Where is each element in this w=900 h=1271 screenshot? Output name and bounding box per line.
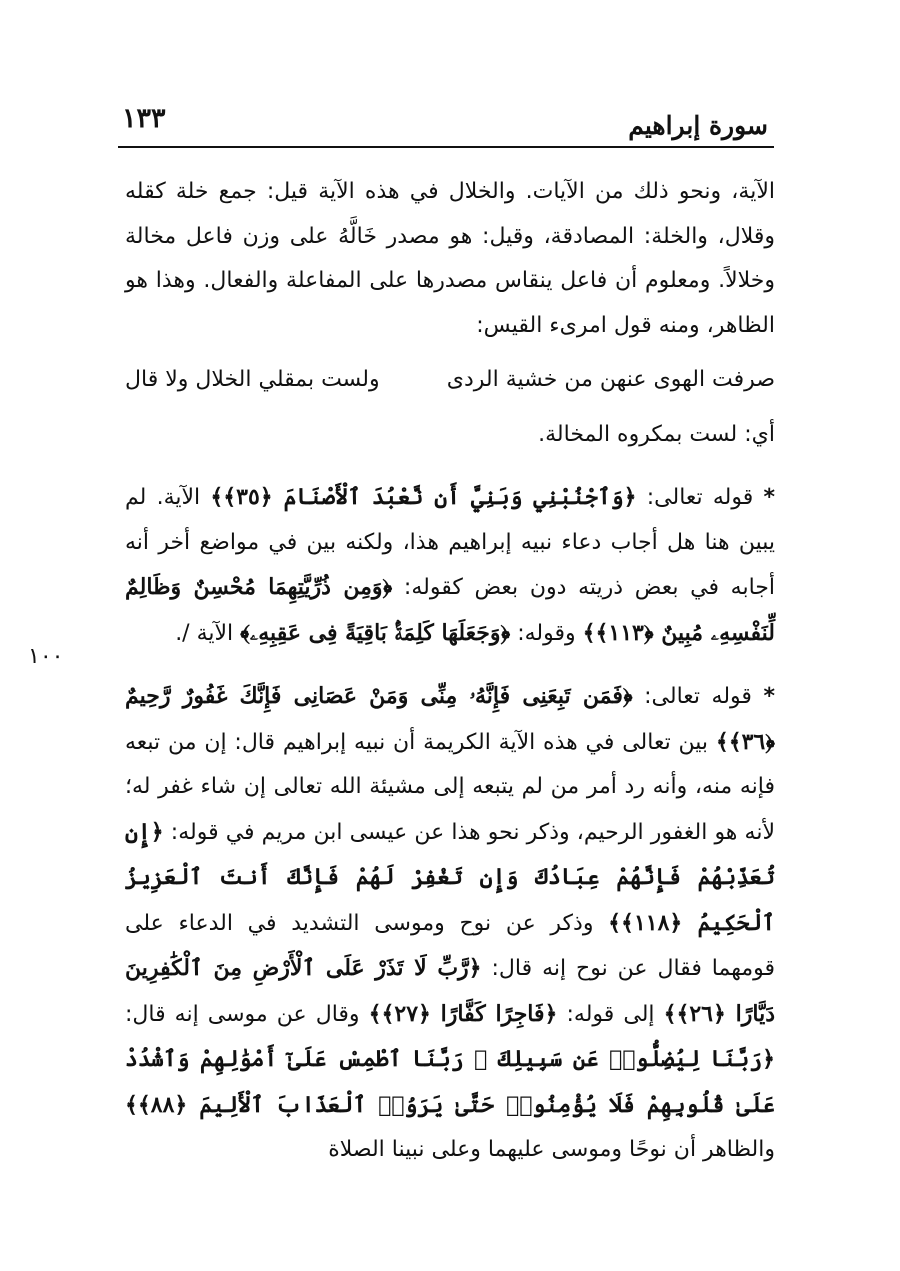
verse-hemistich-second: ولست بمقلي الخلال ولا قال bbox=[125, 367, 380, 392]
paragraph-ayah-36 bbox=[125, 674, 775, 1173]
intro-text: قوله تعالى: bbox=[636, 485, 764, 510]
commentary-text: وقال عن موسى إنه قال: bbox=[125, 1001, 369, 1027]
commentary-text: بين تعالى في هذه الآية الكريمة أن نبيه إبراهيم قال: إن من تبعه فإنه منه، وأنه رد أمر من لم يتبعه إلى مشيئة الله تعالى إن شاء غفر له؛ لأنه هو الغفور الرحيم، وذكر نحو هذا عن عيسى ابن مريم في قوله: bbox=[125, 729, 775, 845]
quran-quote: ﴿رَبَّنَا لِيُضِلُّوا۟ عَن سَبِيلِكَ ۖ رَبَّنَا ٱطْمِسْ عَلَىٰٓ أَمْوَٰلِهِمْ وَٱشْدُدْ عَلَىٰ قُلُوبِهِمْ فَلَا يُؤْمِنُوا۟ حَتَّىٰ يَرَوُا۟ ٱلْعَذَابَ ٱلْأَلِيمَ ﴿٨٨﴾﴾ bbox=[125, 1046, 775, 1118]
quran-quote: ﴿فَاجِرًا كَفَّارًا ﴿٢٧﴾﴾ bbox=[368, 1000, 558, 1027]
commentary-text: وذكر عن نوح وموسى التشديد في الدعاء على قومهما فقال عن نوح إنه قال: bbox=[125, 910, 776, 981]
quran-quote: ﴿إِن تُعَذِّبْهُمْ فَإِنَّهُمْ عِبَادُكَ وَإِن تَغْفِرْ لَهُمْ فَإِنَّكَ أَنتَ ٱلْعَزِيزُ ٱلْحَكِيمُ ﴿١١٨﴾﴾ bbox=[125, 818, 775, 936]
quran-quote: ﴿فَمَن تَبِعَنِى فَإِنَّهُۥ مِنِّى وَمَنْ عَصَانِى فَإِنَّكَ غَفُورٌ رَّحِيمٌ ﴿٣٦﴾﴾ bbox=[125, 683, 775, 755]
page-body bbox=[125, 170, 775, 1173]
verse-explanation: أي: لست بمكروه المخالة. bbox=[538, 421, 775, 447]
quran-quote: ﴿وَمِن ذُرِّيَّتِهِمَا مُحْسِنٌ وَظَالِمٌ لِّنَفْسِهِۦ مُبِينٌ ﴿١١٣﴾﴾ bbox=[125, 574, 775, 646]
quran-quote: ﴿وَٱجْنُبْنِي وَبَنِيَّ أَن نَّعْبُدَ ٱلْأَصْنَامَ ﴿٣٥﴾﴾ bbox=[210, 484, 637, 510]
commentary-text: الآية. لم يبين هنا هل أجاب دعاء نبيه إبراهيم هذا، ولكنه بين في مواضع أخر أنه أجابه في بعض ذريته دون بعض كقوله: bbox=[125, 485, 775, 600]
quran-quote: ﴿وَجَعَلَهَا كَلِمَةًۢ بَاقِيَةً فِى عَقِبِهِۦ﴾ bbox=[240, 619, 511, 646]
quran-quote: ﴿رَّبِّ لَا تَذَرْ عَلَى ٱلْأَرْضِ مِنَ ٱلْكَٰفِرِينَ دَيَّارًا ﴿٢٦﴾﴾ bbox=[125, 955, 775, 1027]
page-number: ١٣٣ bbox=[122, 103, 166, 134]
commentary-text: وقوله: bbox=[510, 620, 583, 646]
paragraph-ayah-35 bbox=[125, 475, 775, 656]
intro-text: قوله تعالى: bbox=[632, 684, 764, 709]
poetry-verse bbox=[125, 358, 775, 403]
verse-hemistich-first: صرفت الهوى عنهن من خشية الردى bbox=[446, 367, 775, 392]
margin-page-number: ١٠٠ bbox=[28, 644, 64, 669]
section-star-marker: * bbox=[763, 684, 775, 709]
page-header bbox=[118, 88, 774, 148]
commentary-text: الآية /. bbox=[175, 620, 241, 646]
commentary-text: والظاهر أن نوحًا وموسى عليهما وعلى نبينا الصلاة bbox=[328, 1137, 775, 1162]
section-star-marker: * bbox=[763, 485, 775, 510]
paragraph-definitions: الآية، ونحو ذلك من الآيات. والخلال في هذه الآية قيل: جمع خلة كقله وقلال، والخلة: المصادقة، وقيل: هو مصدر خَالَّهُ على وزن فاعل مخالة وخلالاً. ومعلوم أن فاعل ينقاس مصدرها على المفاعلة والفعال. وهذا هو الظاهر، ومنه قول امرىء القيس: bbox=[125, 179, 775, 338]
commentary-text: إلى قوله: bbox=[557, 1001, 664, 1027]
surah-title: سورة إبراهيم bbox=[628, 111, 768, 140]
